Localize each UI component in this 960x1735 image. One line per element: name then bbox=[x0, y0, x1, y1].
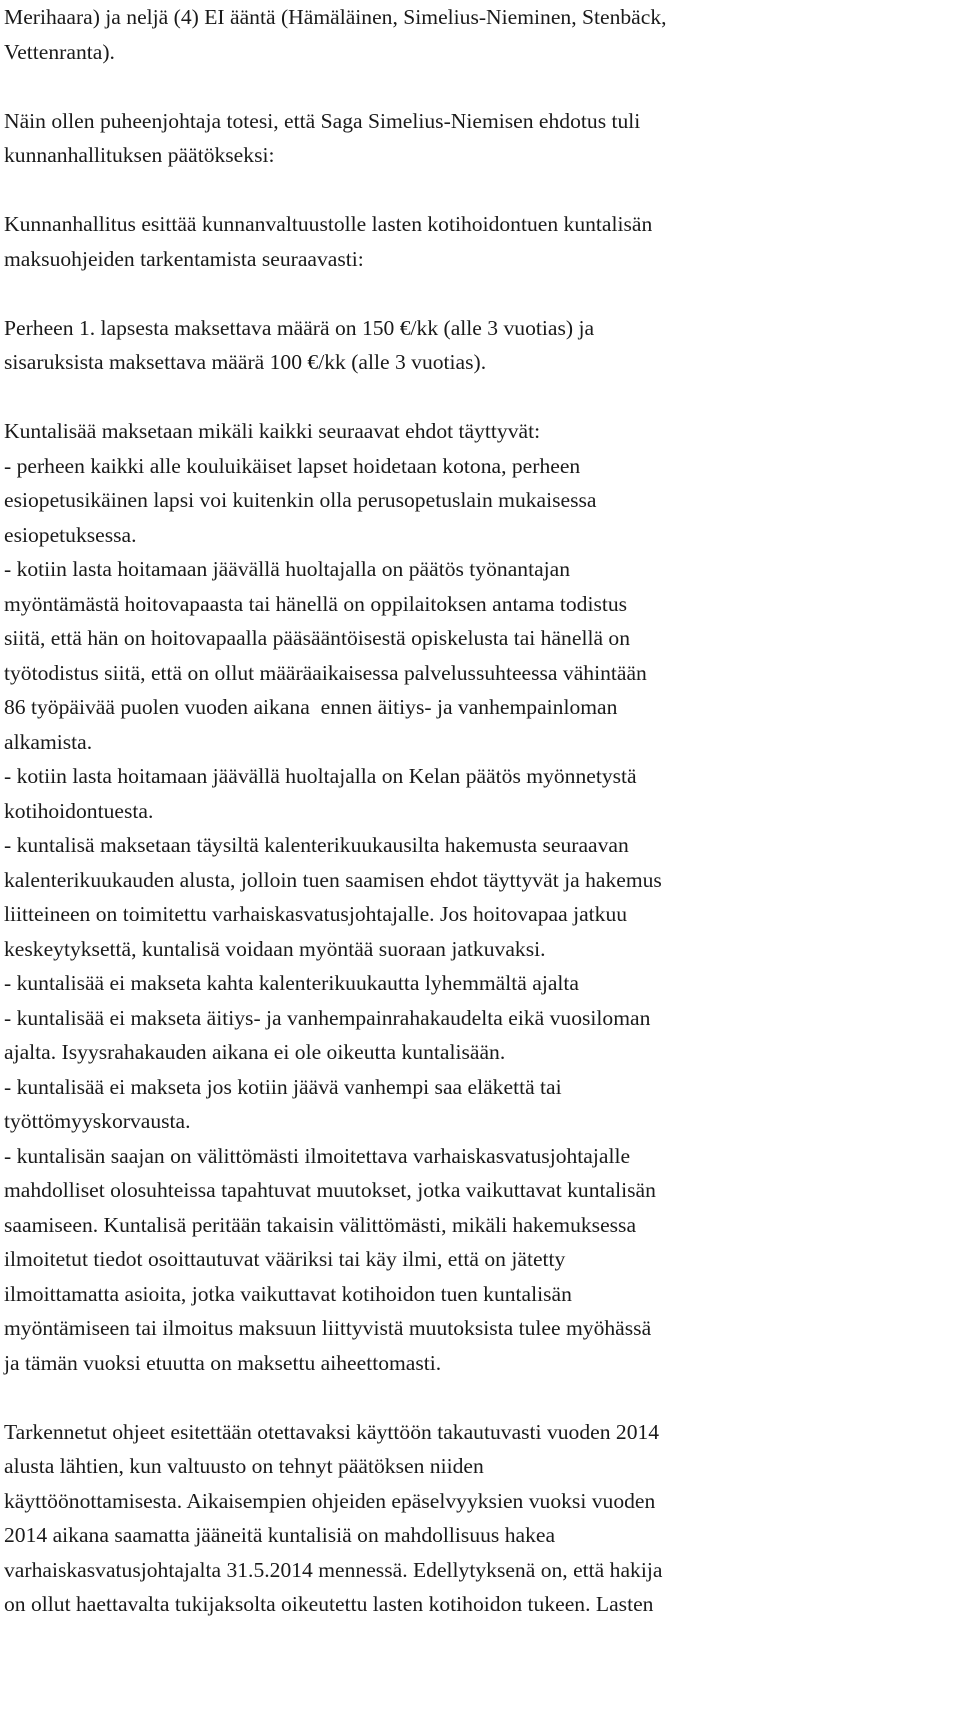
text-line: - kuntalisän saajan on välittömästi ilmoitettava varhaiskasvatusjohtajalle bbox=[4, 1143, 631, 1168]
text-line: alusta lähtien, kun valtuusto on tehnyt päätöksen niiden bbox=[4, 1454, 484, 1478]
text-line: esiopetusikäinen lapsi voi kuitenkin olla perusopetuslain mukaisessa bbox=[4, 488, 597, 512]
paragraph-amounts bbox=[4, 311, 954, 380]
paragraph-spacer bbox=[4, 380, 954, 415]
text-line: Kunnanhallitus esittää kunnanvaltuustolle lasten kotihoidontuen kuntalisän bbox=[4, 212, 653, 236]
text-line: 2014 aikana saamatta jääneitä kuntalisiä on mahdollisuus hakea bbox=[4, 1523, 556, 1547]
text-line: 86 työpäivää puolen vuoden aikana ennen äitiys- ja vanhempainloman bbox=[4, 695, 618, 719]
text-line: ilmoittamatta asioita, jotka vaikuttavat kotihoidon tuen kuntalisän bbox=[4, 1281, 572, 1306]
text-line: kotihoidontuesta. bbox=[4, 798, 154, 823]
text-line: on ollut haettavalta tukijaksolta oikeutettu lasten kotihoidon tukeen. Lasten bbox=[4, 1592, 654, 1616]
paragraph-decision-intro bbox=[4, 207, 954, 276]
text-line: Tarkennetut ohjeet esitettään otettavaksi käyttöön takautuvasti vuoden 2014 bbox=[4, 1419, 660, 1444]
text-line: ilmoitetut tiedot osoittautuvat vääriksi tai käy ilmi, että on jätetty bbox=[4, 1247, 566, 1271]
paragraph-effective-date bbox=[4, 1415, 954, 1622]
paragraph-vote-result bbox=[4, 0, 954, 69]
text-line: Merihaara) ja neljä (4) EI ääntä (Hämäläinen, Simelius-Nieminen, Stenbäck, bbox=[4, 5, 667, 29]
text-line: liitteineen on toimitettu varhaiskasvatusjohtajalle. Jos hoitovapaa jatkuu bbox=[4, 902, 628, 926]
text-line: Näin ollen puheenjohtaja totesi, että Saga Simelius-Niemisen ehdotus tuli bbox=[4, 108, 641, 133]
text-line: myöntämiseen tai ilmoitus maksuun liittyvistä muutoksista tulee myöhässä bbox=[4, 1316, 652, 1340]
text-line: - kotiin lasta hoitamaan jäävällä huoltajalla on päätös työnantajan bbox=[4, 557, 571, 581]
text-line: varhaiskasvatusjohtajalta 31.5.2014 mennessä. Edellytyksenä on, että hakija bbox=[4, 1557, 663, 1582]
text-line: työtodistus siitä, että on ollut määräaikaisessa palvelussuhteessa vähintään bbox=[4, 660, 647, 685]
text-line: - kuntalisä maksetaan täysiltä kalenterikuukausilta hakemusta seuraavan bbox=[4, 833, 629, 857]
text-line: sisaruksista maksettava määrä 100 €/kk (alle 3 vuotias). bbox=[4, 350, 487, 374]
text-line: - kuntalisää ei makseta kahta kalenterikuukautta lyhemmältä ajalta bbox=[4, 971, 579, 995]
text-line: - kuntalisää ei makseta jos kotiin jäävä vanhempi saa eläkettä tai bbox=[4, 1074, 562, 1099]
paragraph-spacer bbox=[4, 173, 954, 208]
text-line: käyttöönottamisesta. Aikaisempien ohjeiden epäselvyyksien vuoksi vuoden bbox=[4, 1488, 656, 1513]
text-line: työttömyyskorvausta. bbox=[4, 1109, 191, 1133]
paragraph-spacer bbox=[4, 69, 954, 104]
paragraph-conditions bbox=[4, 414, 954, 1380]
text-line: ja tämän vuoksi etuutta on maksettu aiheettomasti. bbox=[4, 1350, 442, 1375]
text-line: kalenterikuukauden alusta, jolloin tuen saamisen ehdot täyttyvät ja hakemus bbox=[4, 867, 662, 892]
paragraph-chair-statement bbox=[4, 104, 954, 173]
text-line: ajalta. Isyysrahakauden aikana ei ole oikeutta kuntalisään. bbox=[4, 1040, 506, 1064]
text-line: alkamista. bbox=[4, 729, 93, 754]
text-line: mahdolliset olosuhteissa tapahtuvat muutokset, jotka vaikuttavat kuntalisän bbox=[4, 1178, 656, 1202]
text-line: - kotiin lasta hoitamaan jäävällä huoltajalla on Kelan päätös myönnetystä bbox=[4, 764, 637, 788]
text-line: Kuntalisää maksetaan mikäli kaikki seuraavat ehdot täyttyvät: bbox=[4, 419, 541, 443]
text-line: Perheen 1. lapsesta maksettava määrä on 150 €/kk (alle 3 vuotias) ja bbox=[4, 315, 595, 340]
text-line: myöntämästä hoitovapaasta tai hänellä on oppilaitoksen antama todistus bbox=[4, 591, 628, 616]
text-line: kunnanhallituksen päätökseksi: bbox=[4, 143, 275, 167]
paragraph-spacer bbox=[4, 276, 954, 311]
text-line: saamiseen. Kuntalisä peritään takaisin välittömästi, mikäli hakemuksessa bbox=[4, 1212, 637, 1237]
text-line: esiopetuksessa. bbox=[4, 522, 137, 547]
text-line: keskeytyksettä, kuntalisä voidaan myöntää suoraan jatkuvaksi. bbox=[4, 936, 546, 961]
document-page bbox=[4, 0, 954, 1622]
text-line: - kuntalisää ei makseta äitiys- ja vanhempainrahakaudelta eikä vuosiloman bbox=[4, 1005, 651, 1030]
text-line: siitä, että hän on hoitovapaalla pääsääntöisestä opiskelusta tai hänellä on bbox=[4, 626, 631, 650]
text-line: maksuohjeiden tarkentamista seuraavasti: bbox=[4, 246, 364, 271]
text-line: - perheen kaikki alle kouluikäiset lapset hoidetaan kotona, perheen bbox=[4, 453, 581, 478]
paragraph-spacer bbox=[4, 1380, 954, 1415]
text-line: Vettenranta). bbox=[4, 39, 115, 64]
